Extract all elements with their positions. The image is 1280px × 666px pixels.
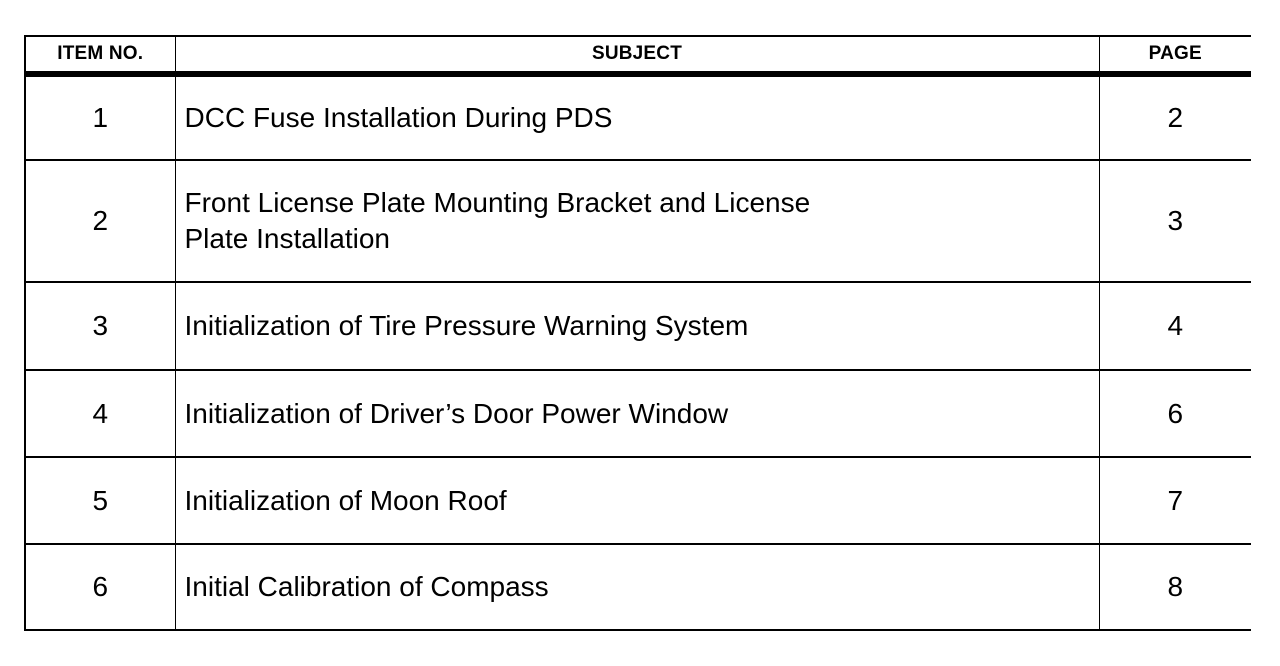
subject-cell bbox=[175, 282, 1099, 370]
subject-line: Front License Plate Mounting Bracket and License bbox=[184, 187, 811, 218]
table-row bbox=[25, 74, 1251, 160]
subject-line: Initialization of Driver’s Door Power Window bbox=[184, 397, 729, 429]
subject-cell bbox=[175, 74, 1099, 160]
table-row bbox=[25, 160, 1251, 282]
contents-table bbox=[24, 35, 1251, 631]
item-number-cell: 4 bbox=[25, 370, 175, 457]
subject-line: Initial Calibration of Compass bbox=[184, 571, 549, 602]
page-number-cell: 6 bbox=[1099, 370, 1251, 457]
subject-line: Initialization of Tire Pressure Warning System bbox=[184, 310, 749, 341]
table-row bbox=[25, 544, 1251, 630]
header-row bbox=[25, 36, 1251, 74]
item-number-cell: 1 bbox=[25, 74, 175, 160]
table-row bbox=[25, 282, 1251, 370]
table-row bbox=[25, 457, 1251, 544]
item-number-cell: 3 bbox=[25, 282, 175, 370]
header-subject: SUBJECT bbox=[175, 36, 1099, 74]
subject-cell bbox=[175, 457, 1099, 544]
subject-line: Plate Installation bbox=[184, 223, 390, 254]
page-number-cell: 7 bbox=[1099, 457, 1251, 544]
table-body bbox=[25, 74, 1251, 630]
subject-cell bbox=[175, 160, 1099, 282]
header-page: PAGE bbox=[1099, 36, 1251, 74]
page-number-cell: 3 bbox=[1099, 160, 1251, 282]
page-number-cell: 4 bbox=[1099, 282, 1251, 370]
subject-cell bbox=[175, 370, 1099, 457]
page-number-cell: 8 bbox=[1099, 544, 1251, 630]
subject-line: DCC Fuse Installation During PDS bbox=[184, 102, 613, 133]
page-number-cell: 2 bbox=[1167, 102, 1184, 133]
subject-line: Initialization of Moon Roof bbox=[184, 484, 507, 516]
header-item-no: ITEM NO. bbox=[25, 36, 175, 74]
item-number-cell: 6 bbox=[25, 544, 175, 630]
item-number-cell: 5 bbox=[25, 457, 175, 544]
subject-cell bbox=[175, 544, 1099, 630]
item-number-cell: 2 bbox=[25, 160, 175, 282]
table-row bbox=[25, 370, 1251, 457]
